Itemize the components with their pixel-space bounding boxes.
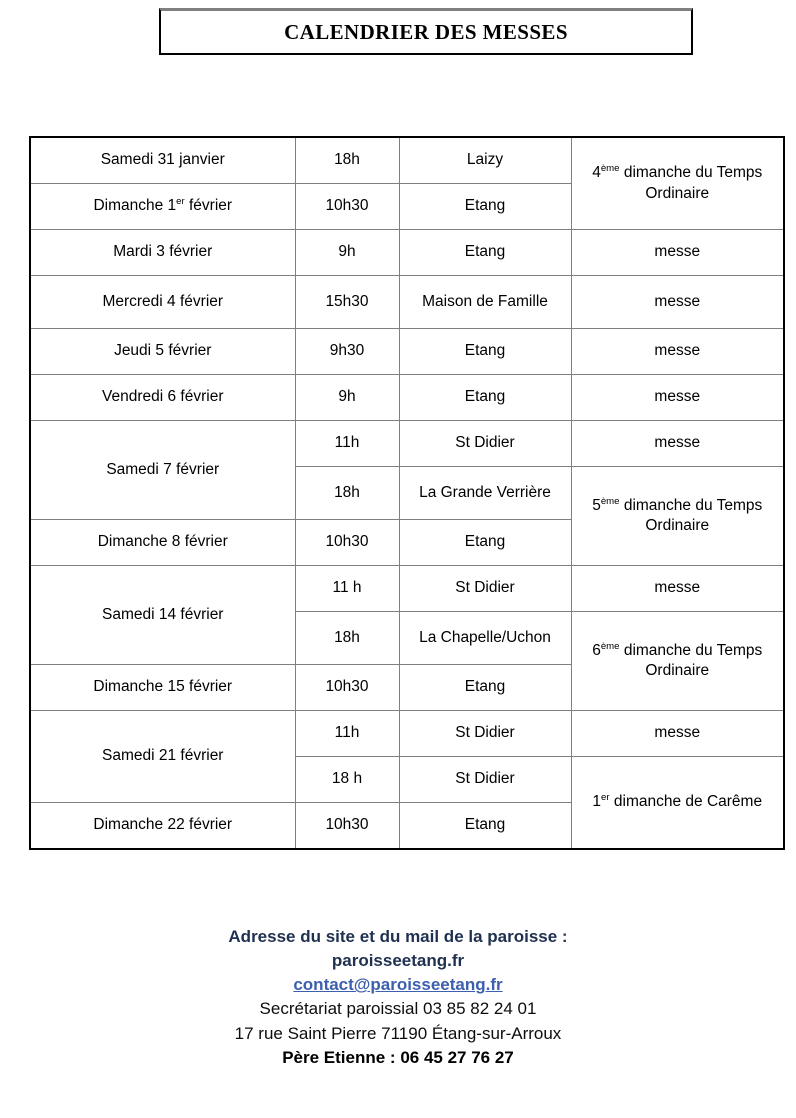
cell-place: St Didier <box>399 711 571 757</box>
cell-time: 18h <box>295 467 399 520</box>
cell-celebration: messe <box>571 230 784 276</box>
cell-celebration: messe <box>571 276 784 329</box>
cell-date: Vendredi 6 février <box>30 375 295 421</box>
table-row <box>30 566 784 612</box>
ordinal-suffix: ème <box>600 163 620 175</box>
cell-time: 9h <box>295 375 399 421</box>
cell-celebration: messe <box>571 711 784 757</box>
cell-place: Etang <box>399 665 571 711</box>
cell-celebration: messe <box>571 375 784 421</box>
cell-place: Maison de Famille <box>399 276 571 329</box>
cell-date: Mardi 3 février <box>30 230 295 276</box>
footer-site-label: Adresse du site et du mail de la paroisse : <box>228 927 568 946</box>
table-row <box>30 276 784 329</box>
cell-time: 18h <box>295 612 399 665</box>
footer-email-link[interactable]: contact@paroisseetang.fr <box>293 975 503 995</box>
cell-place: St Didier <box>399 566 571 612</box>
cell-celebration: 6ème dimanche du Temps Ordinaire <box>571 612 784 711</box>
ordinal-suffix: er <box>601 792 610 804</box>
parish-contact-footer <box>0 925 796 1070</box>
ordinal-suffix: ème <box>600 640 620 652</box>
cell-place: Etang <box>399 520 571 566</box>
ordinal-suffix: ème <box>600 495 620 507</box>
cell-place: St Didier <box>399 757 571 803</box>
cell-place: St Didier <box>399 421 571 467</box>
cell-celebration: messe <box>571 329 784 375</box>
cell-place: La Chapelle/Uchon <box>399 612 571 665</box>
cell-date: Samedi 7 février <box>30 421 295 520</box>
cell-time: 11h <box>295 421 399 467</box>
cell-time: 9h30 <box>295 329 399 375</box>
cell-date: Dimanche 8 février <box>30 520 295 566</box>
cell-date: Jeudi 5 février <box>30 329 295 375</box>
cell-time: 10h30 <box>295 184 399 230</box>
cell-time: 18 h <box>295 757 399 803</box>
cell-date: Mercredi 4 février <box>30 276 295 329</box>
cell-place: Etang <box>399 375 571 421</box>
mass-schedule <box>29 136 783 850</box>
cell-place: Etang <box>399 230 571 276</box>
table-row <box>30 711 784 757</box>
cell-date: Dimanche 15 février <box>30 665 295 711</box>
cell-time: 10h30 <box>295 665 399 711</box>
table-row <box>30 375 784 421</box>
table-row <box>30 421 784 467</box>
document-title-box <box>159 8 693 55</box>
cell-time: 11 h <box>295 566 399 612</box>
cell-place: Etang <box>399 329 571 375</box>
cell-time: 10h30 <box>295 803 399 850</box>
cell-date: Dimanche 1er février <box>30 184 295 230</box>
footer-priest-phone: Père Etienne : 06 45 27 76 27 <box>282 1047 514 1067</box>
cell-time: 11h <box>295 711 399 757</box>
cell-date: Samedi 14 février <box>30 566 295 665</box>
ordinal-suffix: er <box>176 196 185 208</box>
footer-address: 17 rue Saint Pierre 71190 Étang-sur-Arroux <box>234 1023 562 1043</box>
footer-website: paroisseetang.fr <box>331 951 465 971</box>
cell-place: Etang <box>399 184 571 230</box>
cell-celebration: 4ème dimanche du Temps Ordinaire <box>571 137 784 230</box>
cell-celebration: 1er dimanche de Carême <box>571 757 784 850</box>
cell-celebration: messe <box>571 566 784 612</box>
mass-schedule-table <box>29 136 785 850</box>
cell-date: Samedi 21 février <box>30 711 295 803</box>
footer-secretariat: Secrétariat paroissial 03 85 82 24 01 <box>259 999 537 1019</box>
table-row <box>30 230 784 276</box>
table-row <box>30 137 784 184</box>
table-row <box>30 329 784 375</box>
cell-place: Laizy <box>399 137 571 184</box>
page-title: CALENDRIER DES MESSES <box>284 19 568 44</box>
cell-time: 15h30 <box>295 276 399 329</box>
cell-date: Samedi 31 janvier <box>30 137 295 184</box>
cell-time: 9h <box>295 230 399 276</box>
cell-place: La Grande Verrière <box>399 467 571 520</box>
cell-date: Dimanche 22 février <box>30 803 295 850</box>
cell-celebration: messe <box>571 421 784 467</box>
cell-time: 10h30 <box>295 520 399 566</box>
cell-time: 18h <box>295 137 399 184</box>
cell-place: Etang <box>399 803 571 850</box>
cell-celebration: 5ème dimanche du Temps Ordinaire <box>571 467 784 566</box>
